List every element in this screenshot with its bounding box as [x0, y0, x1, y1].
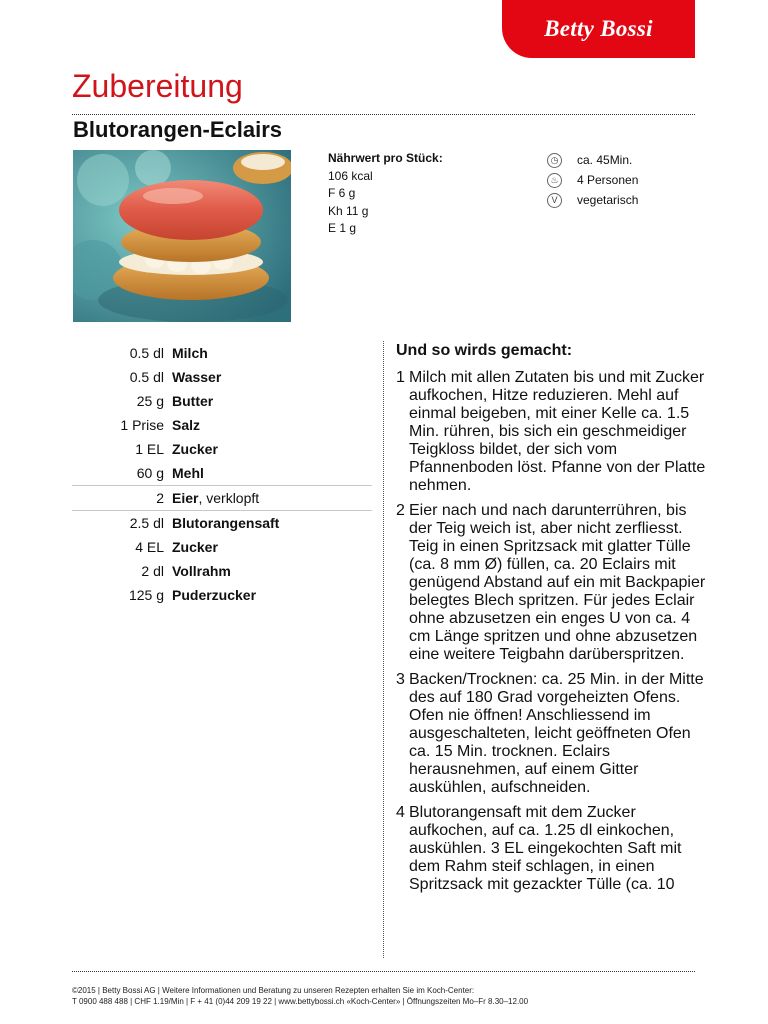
title-divider — [72, 114, 695, 115]
method-title: Und so wirds gemacht: — [396, 342, 573, 359]
step-text: Backen/Trocknen: ca. 25 Min. in der Mitte des auf 180 Grad vorgeheizten Ofens. Ofen nie öffnen! Anschliessend im ausgeschalteten, leicht geöffneten Ofen ca. 15 Min. trocknen. Eclairs herausnehmen, auf einem Gitter auskühlen, aufschneiden. — [409, 671, 704, 796]
nutrition-carbs: Kh 11 g — [328, 203, 369, 218]
ingredient-row — [72, 510, 372, 535]
ingredient-name: Blutorangensaft — [172, 515, 280, 531]
ingredient-row — [72, 461, 372, 485]
step-number: 1 — [396, 369, 405, 386]
ingredient-amount: 2 dl — [141, 563, 164, 579]
ingredient-amount: 0.5 dl — [129, 369, 164, 385]
column-divider — [383, 341, 384, 958]
ingredient-name: Milch — [172, 345, 208, 361]
ingredient-amount: 1 Prise — [120, 417, 164, 433]
step-text: Blutorangensaft mit dem Zucker aufkochen, auf ca. 1.25 dl einkochen, auskühlen. 3 EL eingekochten Saft mit dem Rahm steif schlagen, in einen Spritzsack mit gezackter Tülle (ca. 10 — [409, 804, 682, 893]
meta-servings-text: 4 Personen — [577, 173, 639, 187]
vegetarian-icon: V — [547, 193, 562, 208]
ingredient-name: Zucker — [172, 441, 218, 457]
ingredient-name: Butter — [172, 393, 214, 409]
ingredient-amount: 125 g — [128, 587, 164, 603]
method-step — [396, 502, 706, 664]
method-section — [396, 341, 706, 953]
step-text: Milch mit allen Zutaten bis und mit Zucker aufkochen, Hitze reduzieren. Mehl auf einmal beigeben, mit einer Kelle ca. 1.5 Min. rühren, bis sich ein geschmeidiger Teigkloss bildet, der sich vom Pfannenboden löst. Pfanne von der Platte nehmen. — [409, 369, 706, 494]
footer-line-1: ©2015 | Betty Bossi AG | Weitere Informationen und Beratung zu unseren Rezepten erhalten Sie im Koch-Center: — [72, 986, 475, 995]
ingredient-name: Eier — [172, 490, 199, 506]
method-step — [396, 804, 706, 894]
step-number: 2 — [396, 502, 405, 519]
method-step — [396, 369, 706, 495]
ingredient-row — [72, 583, 372, 607]
brand-name: Betty Bossi — [544, 16, 653, 41]
meta-servings — [547, 170, 638, 190]
recipe-photo — [73, 150, 291, 322]
footer-divider — [72, 971, 695, 972]
ingredient-amount: 2 — [156, 490, 164, 506]
nutrition-info — [328, 150, 443, 238]
ingredient-amount: 4 EL — [135, 539, 164, 555]
nutrition-heading: Nährwert pro Stück: — [328, 151, 443, 165]
meta-time-text: ca. 45Min. — [577, 153, 633, 167]
ingredient-amount: 0.5 dl — [129, 345, 164, 361]
eclair-photo-illustration — [73, 150, 291, 322]
nutrition-fat: F 6 g — [328, 186, 356, 200]
ingredient-name: Vollrahm — [172, 563, 231, 579]
ingredients-list — [72, 341, 372, 607]
footer-line-2: T 0900 488 488 | CHF 1.19/Min | F + 41 (0)44 209 19 22 | www.bettybossi.ch «Koch-Center» | Öffnungszeiten Mo–Fr 8.30–12.00 — [72, 997, 529, 1006]
ingredient-note: , verklopft — [198, 490, 260, 506]
ingredient-row — [72, 485, 372, 510]
step-number: 4 — [396, 804, 405, 821]
recipe-title: Blutorangen-Eclairs — [73, 117, 283, 142]
meta-diet-text: vegetarisch — [577, 193, 639, 207]
footer — [72, 985, 712, 1007]
ingredient-name: Mehl — [172, 465, 204, 481]
meta-time — [547, 150, 638, 170]
ingredient-amount: 25 g — [136, 393, 164, 409]
ingredient-row — [72, 413, 372, 437]
brand-logo — [502, 0, 695, 58]
ingredient-row — [72, 389, 372, 413]
step-number: 3 — [396, 671, 405, 688]
page-title: Zubereitung — [72, 68, 243, 104]
ingredient-name: Salz — [172, 417, 201, 433]
ingredient-amount: 60 g — [136, 465, 164, 481]
ingredient-row — [72, 365, 372, 389]
recipe-meta — [547, 150, 638, 210]
ingredient-amount: 1 EL — [135, 441, 164, 457]
ingredient-row — [72, 559, 372, 583]
ingredient-row — [72, 535, 372, 559]
nutrition-protein: E 1 g — [328, 221, 357, 235]
servings-icon: ♨ — [547, 173, 562, 188]
ingredient-name: Zucker — [172, 539, 218, 555]
nutrition-kcal: 106 kcal — [328, 168, 373, 183]
ingredient-amount: 2.5 dl — [129, 515, 164, 531]
step-text: Eier nach und nach darunterrühren, bis der Teig weich ist, aber nicht zerfliesst. Teig in einen Spritzsack mit glatter Tülle (ca. 8 mm Ø) füllen, ca. 20 Eclairs mit genügend Abstand auf ein mit Backpapier belegtes Blech spritzen. Für jedes Eclair ohne abzusetzen ein enges U von ca. 4 cm Länge spritzen und ohne abzusetzen eine weitere Teigbahn darüberspritzen. — [409, 502, 706, 663]
ingredient-row — [72, 341, 372, 365]
method-step — [396, 671, 706, 797]
ingredient-row — [72, 437, 372, 461]
clock-icon: ◷ — [547, 153, 562, 168]
meta-diet — [547, 190, 638, 210]
ingredient-name: Wasser — [172, 369, 222, 385]
ingredient-name: Puderzucker — [172, 587, 257, 603]
